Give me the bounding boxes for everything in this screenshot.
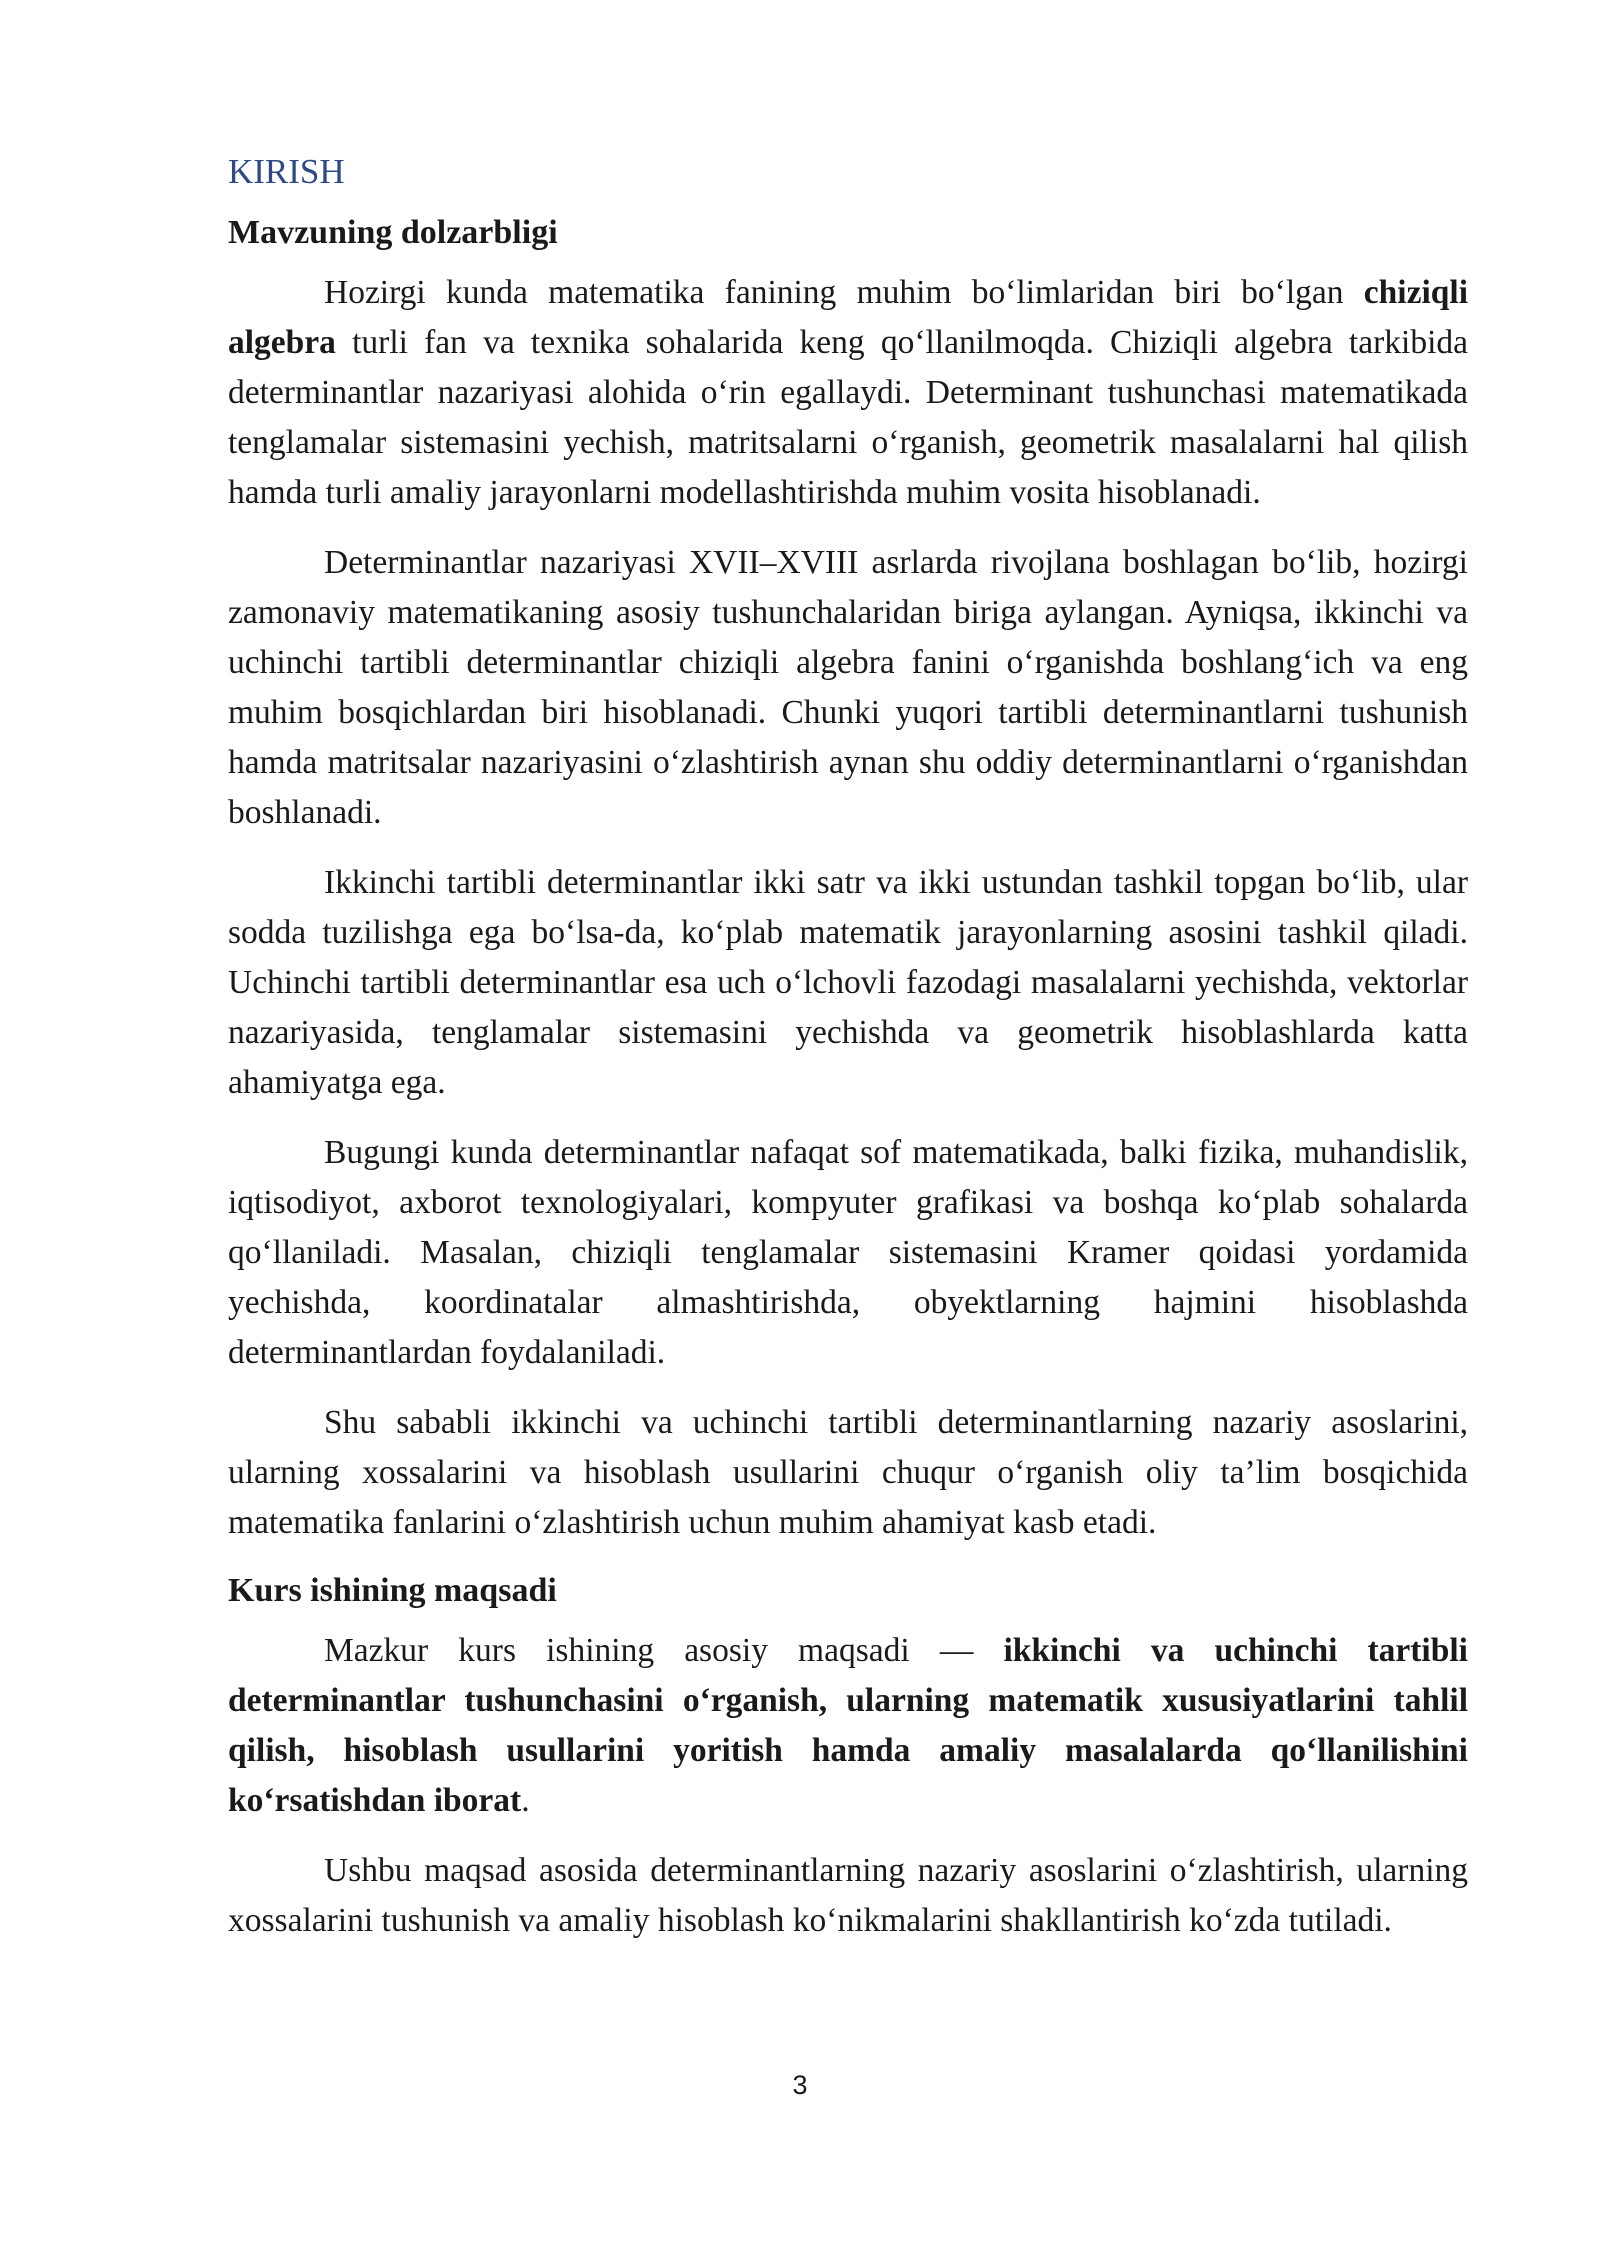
- paragraph-1-text-b: turli fan va texnika sohalarida keng qo‘llanilmoqda. Chiziqli algebra tarkibida determinantlar nazariyasi alohida o‘rin egallaydi. Determinant tushunchasi matematikada tenglamalar sistemasini yechish, matritsalarni o‘rganish, geometrik masalalarni hal qilish hamda turli amaliy jarayonlarni modellashtirishda muhim vosita hisoblanadi.: [228, 323, 1468, 511]
- section-title: KIRISH: [228, 152, 345, 191]
- document-page: [228, 150, 1468, 1966]
- paragraph-1: [228, 268, 1468, 518]
- paragraph-7: Ushbu maqsad asosida determinantlarning nazariy asoslarini o‘zlashtirish, ularning xossalarini tushunish va amaliy hisoblash ko‘nikmalarini shakllantirish ko‘zda tutiladi.: [228, 1851, 1468, 1939]
- paragraph-6-bold: ikkinchi va uchinchi tartibli determinantlar tushunchasini o‘rganish, ularning matematik xususiyatlarini tahlil qilish, hisoblash usullarini yoritish hamda amaliy masalalarda qo‘llanilishini ko‘rsatishdan iborat: [228, 1631, 1468, 1819]
- paragraph-6-text-a: Mazkur kurs ishining asosiy maqsadi —: [324, 1631, 1004, 1669]
- page-number: 3: [792, 2070, 808, 2100]
- paragraph-5: Shu sababli ikkinchi va uchinchi tartibli determinantlarning nazariy asoslarini, ularning xossalarini va hisoblash usullarini chuqur o‘rganish oliy ta’lim bosqichida matematika fanlarini o‘zlashtirish uchun muhim ahamiyat kasb etadi.: [228, 1403, 1468, 1541]
- paragraph-2: Determinantlar nazariyasi XVII–XVIII asrlarda rivojlana boshlagan bo‘lib, hozirgi zamonaviy matematikaning asosiy tushunchalaridan biriga aylangan. Ayniqsa, ikkinchi va uchinchi tartibli determinantlar chiziqli algebra fanini o‘rganishda boshlang‘ich va eng muhim bosqichlardan biri hisoblanadi. Chunki yuqori tartibli determinantlarni tushunish hamda matritsalar nazariyasini o‘zlashtirish aynan shu oddiy determinantlarni o‘rganishdan boshlanadi.: [228, 543, 1468, 831]
- heading-relevance: Mavzuning dolzarbligi: [228, 213, 558, 251]
- paragraph-1-text-a: Hozirgi kunda matematika fanining muhim bo‘limlaridan biri bo‘lgan: [324, 273, 1364, 311]
- heading-course-goal: Kurs ishining maqsadi: [228, 1571, 557, 1609]
- paragraph-6: [228, 1626, 1468, 1826]
- paragraph-1-bold: chiziqli algebra: [228, 273, 1468, 361]
- paragraph-6-text-b: .: [521, 1781, 530, 1819]
- paragraph-4: Bugungi kunda determinantlar nafaqat sof matematikada, balki fizika, muhandislik, iqtisodiyot, axborot texnologiyalari, kompyuter grafikasi va boshqa ko‘plab sohalarda qo‘llaniladi. Masalan, chiziqli tenglamalar sistemasini Kramer qoidasi yordamida yechishda, koordinatalar almashtirishda, obyektlarning hajmini hisoblashda determinantlardan foydalaniladi.: [228, 1133, 1468, 1371]
- paragraph-3: Ikkinchi tartibli determinantlar ikki satr va ikki ustundan tashkil topgan bo‘lib, ular sodda tuzilishga ega bo‘lsa-da, ko‘plab matematik jarayonlarning asosini tashkil qiladi. Uchinchi tartibli determinantlar esa uch o‘lchovli fazodagi masalalarni yechishda, vektorlar nazariyasida, tenglamalar sistemasini yechishda va geometrik hisoblashlarda katta ahamiyatga ega.: [228, 863, 1468, 1101]
